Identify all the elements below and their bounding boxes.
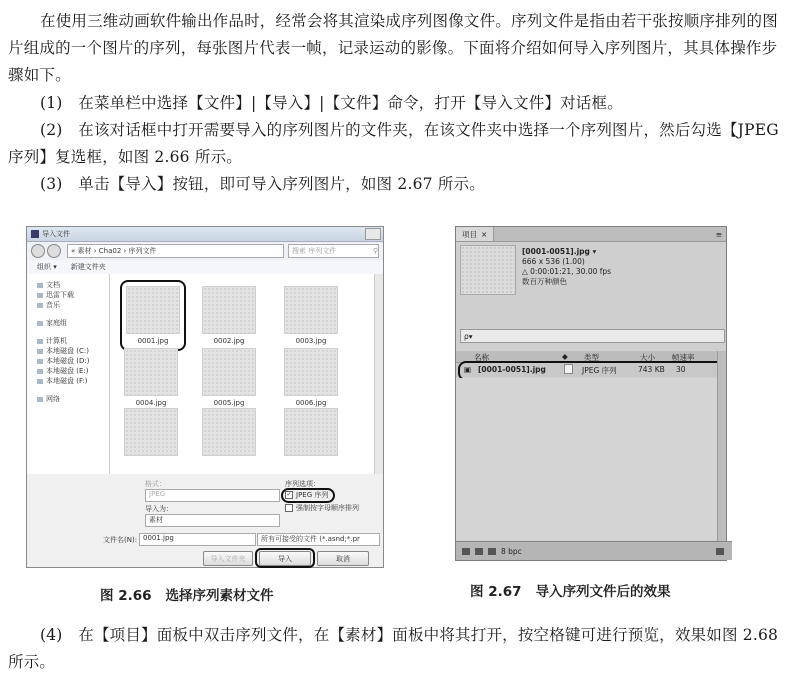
- nav-item-homegroup[interactable]: 家庭组: [27, 318, 109, 328]
- nav-item-drive-f[interactable]: 本地磁盘 (F:): [27, 376, 109, 386]
- interpret-footage-icon[interactable]: [462, 548, 470, 555]
- jpeg-sequence-checkbox[interactable]: ✓ JPEG 序列: [286, 491, 329, 499]
- file-thumbnail-0001[interactable]: 0001.jpg: [120, 280, 186, 351]
- new-folder-button[interactable]: 新建文件夹: [70, 263, 106, 271]
- folder-icon: [37, 293, 43, 298]
- label-icon[interactable]: ◆: [562, 352, 568, 361]
- project-search-input[interactable]: [460, 329, 725, 343]
- project-item-list: [456, 378, 718, 540]
- drive-icon: [37, 379, 43, 384]
- force-alphabetical-checkbox[interactable]: 强制按字母顺序排列: [285, 503, 359, 513]
- music-icon: [37, 303, 43, 308]
- filename-label: 文件名(N):: [103, 536, 138, 544]
- figure-266-caption: 图 2.66 选择序列素材文件: [100, 588, 274, 604]
- project-bottom-bar: [456, 541, 732, 560]
- sequence-options-label: 序列选项：: [285, 480, 320, 488]
- bpc-button[interactable]: 8 bpc: [501, 546, 522, 556]
- close-icon[interactable]: [365, 228, 381, 240]
- step-1-paragraph: (1) 在菜单栏中选择【文件】|【导入】|【文件】命令，打开【导入文件】对话框。: [40, 94, 623, 112]
- figure-267-caption: 图 2.67 导入序列文件后的效果: [470, 584, 671, 600]
- file-type-select[interactable]: 所有可接受的文件 (*.asnd;*.pr: [257, 533, 380, 546]
- file-thumbnail-0006[interactable]: 0006.jpg: [282, 348, 340, 407]
- filename-input[interactable]: 0001.jpg: [139, 533, 256, 546]
- footage-name[interactable]: [0001-0051].jpg ▾: [522, 247, 597, 256]
- file-thumbnail-0004[interactable]: 0004.jpg: [122, 348, 180, 407]
- search-icon: ⚲: [372, 247, 378, 255]
- path-breadcrumb[interactable]: « 素材 › Cha02 › 序列文件: [67, 244, 284, 258]
- new-folder-icon[interactable]: [475, 548, 483, 555]
- cancel-button[interactable]: 取消: [317, 551, 369, 566]
- checkbox-checked-icon: ✓: [286, 491, 292, 498]
- navigation-pane: [27, 274, 110, 474]
- nav-item-network[interactable]: 网络: [27, 394, 109, 404]
- drive-icon: [37, 349, 43, 354]
- search-icon: ρ▾: [464, 331, 473, 341]
- trash-icon[interactable]: [716, 548, 724, 555]
- step-4-paragraph: (4) 在【项目】面板中双击序列文件，在【素材】面板中将其打开，按空格键可进行预览，效果如图 2.68 所示。: [8, 626, 779, 671]
- app-icon: [31, 230, 39, 238]
- nav-item-documents[interactable]: 文档: [27, 280, 109, 290]
- step-2-paragraph: (2) 在该对话框中打开需要导入的序列图片的文件夹，在该文件夹中选择一个序列图片，然后勾选【JPEG 序列】复选框，如图 2.66 所示。: [8, 121, 779, 166]
- import-as-select[interactable]: 素材: [145, 514, 280, 527]
- column-name[interactable]: 名称: [474, 353, 489, 362]
- checkbox-icon: [285, 504, 293, 512]
- drive-icon: [37, 359, 43, 364]
- nav-item-drive-c[interactable]: 本地磁盘 (C:): [27, 346, 109, 356]
- item-size: 743 KB: [638, 365, 665, 374]
- file-grid: [110, 274, 374, 474]
- dialog-title-bar: [27, 227, 383, 242]
- format-label: 格式：: [145, 480, 166, 488]
- dialog-title: 导入文件: [42, 230, 70, 238]
- panel-tab-bar: [456, 227, 726, 242]
- file-thumbnail-0008[interactable]: [200, 408, 258, 459]
- nav-item-drive-e[interactable]: 本地磁盘 (E:): [27, 366, 109, 376]
- file-thumbnail-0009[interactable]: [282, 408, 340, 459]
- dialog-toolbar: [27, 260, 383, 275]
- footage-preview-thumbnail: [460, 245, 516, 295]
- import-as-label: 导入为：: [145, 505, 173, 513]
- homegroup-icon: [37, 321, 43, 326]
- footage-file-icon: ▣: [464, 365, 472, 374]
- column-size[interactable]: 大小: [640, 353, 655, 362]
- column-type[interactable]: 类型: [584, 353, 599, 362]
- search-input[interactable]: 搜索 序列文件 ⚲: [288, 244, 379, 258]
- tab-project[interactable]: 项目 ×: [456, 227, 494, 241]
- footage-info: [522, 247, 611, 287]
- project-scrollbar[interactable]: [717, 351, 726, 541]
- close-icon[interactable]: ×: [481, 229, 488, 239]
- footage-duration: △ 0:00:01:21, 30.00 fps: [522, 267, 612, 276]
- nav-item-drive-d[interactable]: 本地磁盘 (D:): [27, 356, 109, 366]
- address-bar: [27, 242, 383, 260]
- dialog-options: [27, 475, 383, 567]
- drive-icon: [37, 369, 43, 374]
- nav-item-xunlei[interactable]: 迅雷下载: [27, 290, 109, 300]
- format-field: JPEG: [145, 489, 280, 502]
- item-name: [0001-0051].jpg: [478, 365, 546, 374]
- new-composition-icon[interactable]: [488, 548, 496, 555]
- file-thumbnail-0005[interactable]: 0005.jpg: [200, 348, 258, 407]
- panel-menu-icon[interactable]: ≡: [715, 229, 722, 239]
- file-thumbnail-0007[interactable]: [122, 408, 180, 459]
- back-icon[interactable]: [31, 244, 45, 258]
- computer-icon: [37, 339, 43, 344]
- step-3-paragraph: (3) 单击【导入】按钮，即可导入序列图片，如图 2.67 所示。: [40, 175, 485, 193]
- column-fps[interactable]: 帧速率: [672, 353, 695, 362]
- file-grid-scrollbar[interactable]: [374, 274, 383, 474]
- item-fps: 30: [676, 365, 686, 374]
- import-folder-button[interactable]: 导入文件夹: [203, 551, 253, 566]
- organize-menu[interactable]: 组织 ▾: [37, 263, 57, 271]
- item-type: JPEG 序列: [582, 366, 617, 375]
- nav-item-computer[interactable]: 计算机: [27, 336, 109, 346]
- folder-icon: [37, 283, 43, 288]
- intro-paragraph: 在使用三维动画软件输出作品时，经常会将其渲染成序列图像文件。序列文件是指由若干张按顺序排列的图片组成的一个图片的序列，每张图片代表一帧，记录运动的影像。下面将介绍如何导入序列图片，其具体操作步骤如下。: [8, 12, 778, 84]
- footage-dimensions: 666 x 536 (1.00): [522, 257, 585, 266]
- import-button-highlight: [255, 548, 315, 568]
- file-thumbnail-0003[interactable]: 0003.jpg: [282, 286, 340, 345]
- network-icon: [37, 397, 43, 402]
- nav-item-music[interactable]: 音乐: [27, 300, 109, 310]
- import-button[interactable]: 导入: [259, 551, 311, 566]
- project-panel: [455, 226, 727, 561]
- footage-color-depth: 数百万种颜色: [522, 277, 567, 286]
- import-file-dialog: [26, 226, 384, 568]
- file-thumbnail-0002[interactable]: 0002.jpg: [200, 286, 258, 345]
- forward-icon[interactable]: [47, 244, 61, 258]
